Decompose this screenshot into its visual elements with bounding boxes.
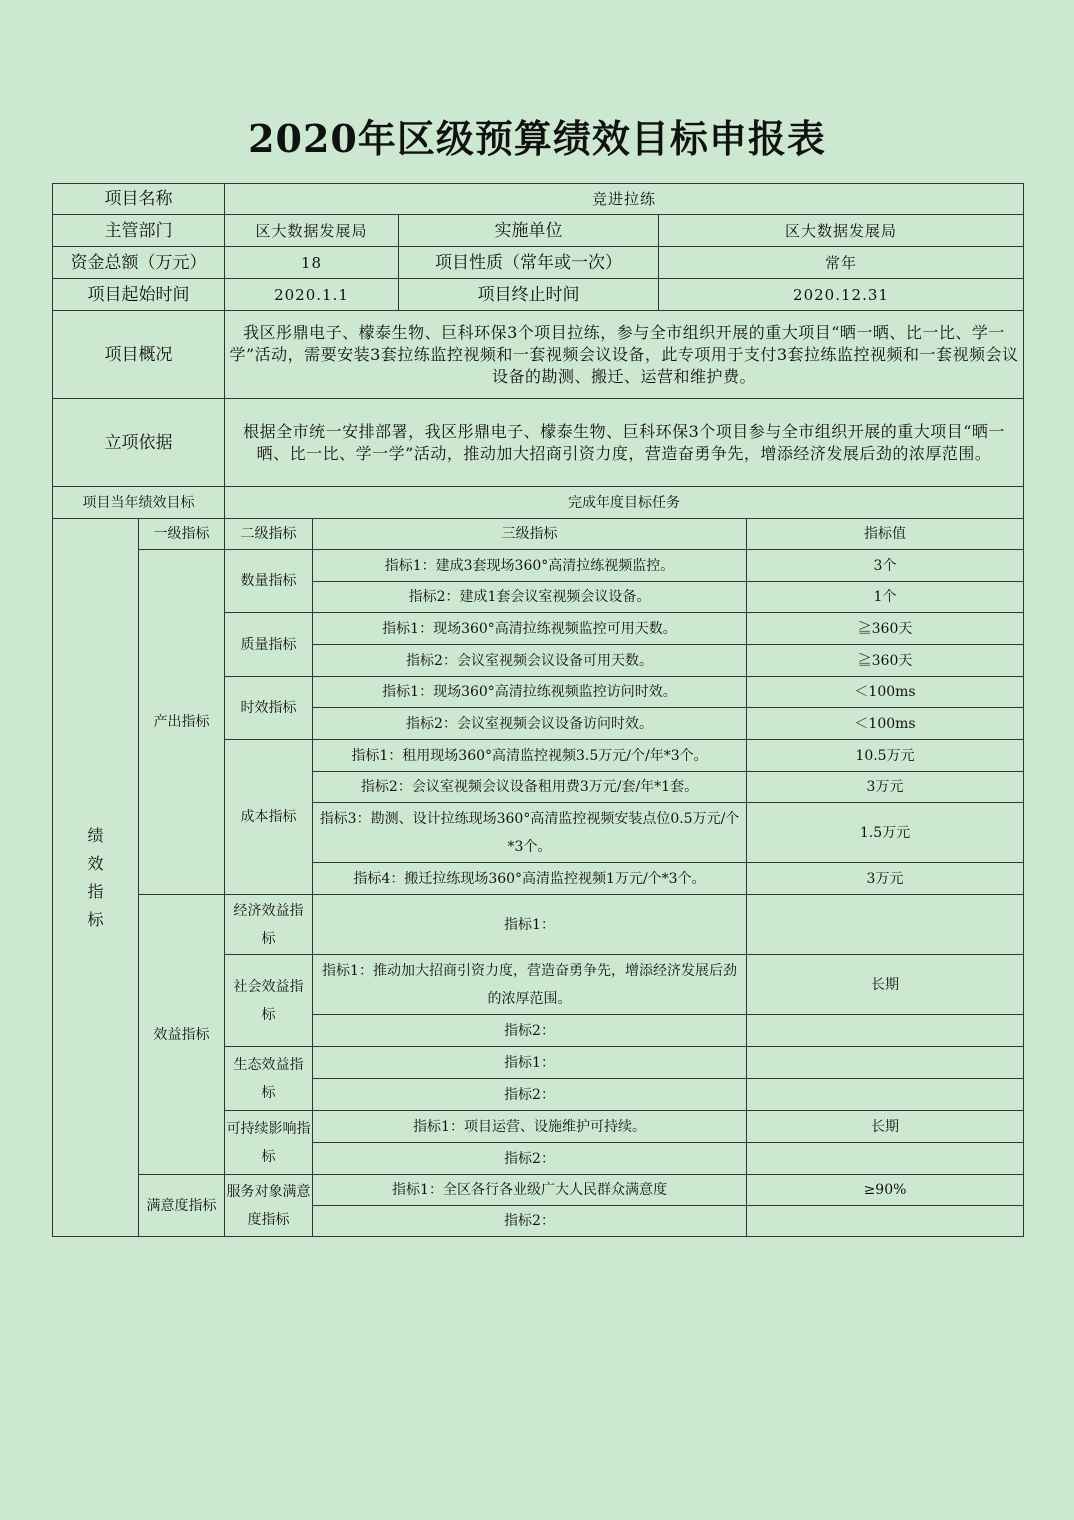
quantity-label: 数量指标 [225, 550, 313, 613]
quantity-1-value: 3个 [747, 550, 1024, 582]
quality-1: 指标1：现场360°高清拉练视频监控可用天数。 [313, 613, 747, 645]
indicators-main-label-text: 绩效指标 [87, 825, 104, 929]
start-label: 项目起始时间 [53, 279, 225, 311]
end-value: 2020.12.31 [659, 279, 1024, 311]
social-1: 指标1：推动加大招商引资力度，营造奋勇争先，增添经济发展后劲的浓厚范围。 [313, 955, 747, 1015]
social-2: 指标2： [313, 1015, 747, 1047]
time-1-value: ＜100ms [747, 677, 1024, 708]
quality-2-value: ≧360天 [747, 645, 1024, 677]
sustain-1-value: 长期 [747, 1111, 1024, 1143]
service-label [225, 1175, 313, 1237]
goal-value: 完成年度目标任务 [225, 487, 1024, 519]
satisfaction-1: 指标1：全区各行各业级广大人民群众满意度 [313, 1175, 747, 1206]
sustain-2-value [747, 1143, 1024, 1175]
econ-1-value [747, 895, 1024, 955]
quantity-1: 指标1：建成3套现场360°高清拉练视频监控。 [313, 550, 747, 582]
cost-1-value: 10.5万元 [747, 740, 1024, 772]
sustain-label [225, 1111, 313, 1175]
cost-2-value: 3万元 [747, 772, 1024, 803]
dept-value: 区大数据发展局 [225, 215, 399, 247]
eco-1-value [747, 1047, 1024, 1079]
nature-label: 项目性质（常年或一次） [399, 247, 659, 279]
output-label: 产出指标 [139, 550, 225, 895]
row-indicator-header [53, 519, 1024, 550]
row-fund [53, 247, 1024, 279]
page-title: 2020年区级预算绩效目标申报表 [248, 116, 826, 161]
overview-text: 我区彤鼎电子、檬泰生物、巨科环保3个项目拉练，参与全市组织开展的重大项目“晒一晒、比一比、学一学”活动，需要安装3套拉练监控视频和一套视频会议设备，此专项用于支付3套拉练监控视频和一套视频会议设备的勘测、搬迁、运营和维护费。 [225, 311, 1024, 399]
overview-label: 项目概况 [53, 311, 225, 399]
basis-text: 根据全市统一安排部署，我区彤鼎电子、檬泰生物、巨科环保3个项目参与全市组织开展的重大项目“晒一晒、比一比、学一学”活动，推动加大招商引资力度，营造奋勇争先，增添经济发展后劲的浓厚范围。 [225, 399, 1024, 487]
quantity-2-value: 1个 [747, 582, 1024, 613]
econ-label-text: 经济效益指标 [233, 902, 304, 947]
budget-form-table [52, 183, 1024, 1237]
satisfaction-1-value: ≥90% [747, 1175, 1024, 1206]
col-value: 指标值 [747, 519, 1024, 550]
project-name-label: 项目名称 [53, 184, 225, 215]
social-label [225, 955, 313, 1047]
row-basis [53, 399, 1024, 487]
col-level3: 三级指标 [313, 519, 747, 550]
quality-label: 质量指标 [225, 613, 313, 677]
sustain-2: 指标2： [313, 1143, 747, 1175]
social-label-text: 社会效益指标 [233, 978, 304, 1023]
table-row [53, 895, 1024, 955]
row-department [53, 215, 1024, 247]
eco-2: 指标2： [313, 1079, 747, 1111]
time-1: 指标1：现场360°高清拉练视频监控访问时效。 [313, 677, 747, 708]
econ-1: 指标1： [313, 895, 747, 955]
col-level1: 一级指标 [139, 519, 225, 550]
col-level2: 二级指标 [225, 519, 313, 550]
cost-3: 指标3：勘测、设计拉练现场360°高清监控视频安装点位0.5万元/个*3个。 [313, 803, 747, 863]
social-2-value [747, 1015, 1024, 1047]
time-label: 时效指标 [225, 677, 313, 740]
econ-label [225, 895, 313, 955]
eco-1: 指标1： [313, 1047, 747, 1079]
project-name-value: 竞进拉练 [225, 184, 1024, 215]
row-goal [53, 487, 1024, 519]
nature-value: 常年 [659, 247, 1024, 279]
eco-2-value [747, 1079, 1024, 1111]
fund-value: 18 [225, 247, 399, 279]
basis-label: 立项依据 [53, 399, 225, 487]
cost-4: 指标4：搬迁拉练现场360°高清监控视频1万元/个*3个。 [313, 863, 747, 895]
satisfaction-2-value [747, 1206, 1024, 1237]
service-label-text: 服务对象满意度指标 [226, 1183, 311, 1228]
fund-label: 资金总额（万元） [53, 247, 225, 279]
impl-label: 实施单位 [399, 215, 659, 247]
row-time [53, 279, 1024, 311]
cost-4-value: 3万元 [747, 863, 1024, 895]
cost-1: 指标1：租用现场360°高清监控视频3.5万元/个/年*3个。 [313, 740, 747, 772]
satisfaction-2: 指标2： [313, 1206, 747, 1237]
sustain-1: 指标1：项目运营、设施维护可持续。 [313, 1111, 747, 1143]
dept-label: 主管部门 [53, 215, 225, 247]
time-2-value: ＜100ms [747, 708, 1024, 740]
time-2: 指标2：会议室视频会议设备访问时效。 [313, 708, 747, 740]
quality-1-value: ≧360天 [747, 613, 1024, 645]
table-row [53, 550, 1024, 582]
goal-label: 项目当年绩效目标 [53, 487, 225, 519]
satisfaction-label: 满意度指标 [139, 1175, 225, 1237]
eco-label [225, 1047, 313, 1111]
cost-label: 成本指标 [225, 740, 313, 895]
cost-2: 指标2：会议室视频会议设备租用费3万元/套/年*1套。 [313, 772, 747, 803]
table-row [53, 1175, 1024, 1206]
quality-2: 指标2：会议室视频会议设备可用天数。 [313, 645, 747, 677]
impl-value: 区大数据发展局 [659, 215, 1024, 247]
cost-3-value: 1.5万元 [747, 803, 1024, 863]
sustain-label-text: 可持续影响指标 [226, 1120, 311, 1165]
row-overview [53, 311, 1024, 399]
benefit-label: 效益指标 [139, 895, 225, 1175]
quantity-2: 指标2：建成1套会议室视频会议设备。 [313, 582, 747, 613]
eco-label-text: 生态效益指标 [233, 1056, 304, 1101]
indicators-main-label [53, 519, 139, 1237]
start-value: 2020.1.1 [225, 279, 399, 311]
social-1-value: 长期 [747, 955, 1024, 1015]
end-label: 项目终止时间 [399, 279, 659, 311]
row-project-name [53, 184, 1024, 215]
